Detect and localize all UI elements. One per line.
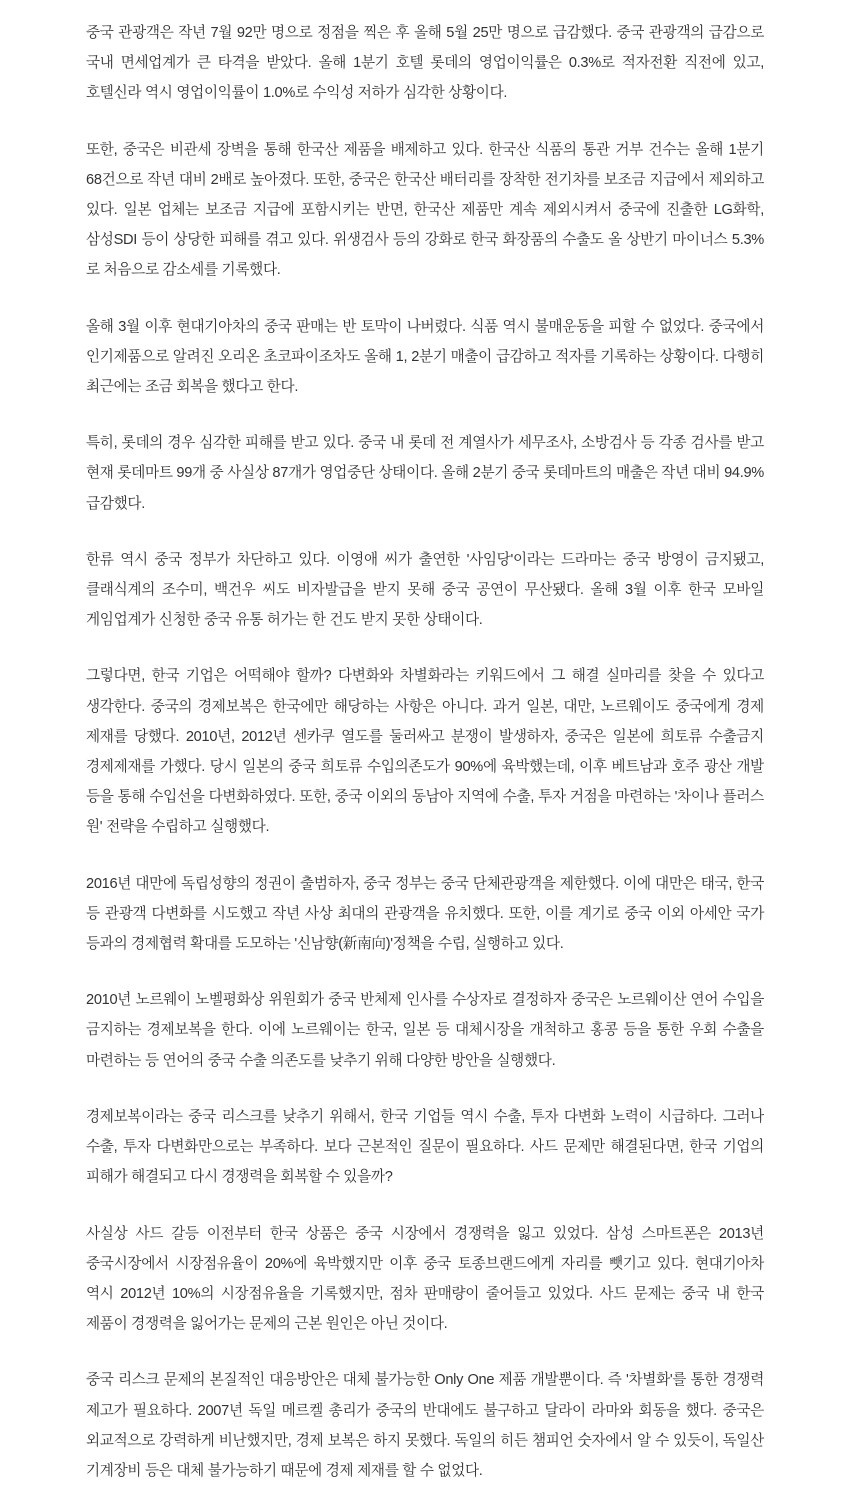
paragraph: 중국 리스크 문제의 본질적인 대응방안은 대체 불가능한 Only One 제품 개발뿐이다. 즉 '차별화'를 통한 경쟁력 제고가 필요하다. 2007년 독일 메르켈 총리가 중국의 반대에도 불구하고 달라이 라마와 회동을 했다. 중국은 외교적으로 강력하게 비난했지만, 경제 보복은 하지 못했다. 독일의 히든 챔피언 숫자에서 알 수 있듯이, 독일산 기계장비 등은 대체 불가능하기 때문에 경제 제재를 할 수 없었다. bbox=[86, 1372, 764, 1479]
paragraph: 또한, 중국은 비관세 장벽을 통해 한국산 제품을 배제하고 있다. 한국산 식품의 통관 거부 건수는 올해 1분기 68건으로 작년 대비 2배로 높아졌다. 또한, 중국은 한국산 배터리를 장착한 전기차를 보조금 지급에서 제외하고 있다. 일본 업체는 보조금 지급에 포함시키는 반면, 한국산 제품만 계속 제외시켜서 중국에 진출한 LG화학, 삼성SDI 등이 상당한 피해를 겪고 있다. 위생검사 등의 강화로 한국 화장품의 수출도 올 상반기 마이너스 5.3%로 처음으로 감소세를 기록했다. bbox=[86, 141, 764, 279]
paragraph: 그렇다면, 한국 기업은 어떡해야 할까? 다변화와 차별화라는 키워드에서 그 해결 실마리를 찾을 수 있다고 생각한다. 중국의 경제보복은 한국에만 해당하는 사항은 아니다. 과거 일본, 대만, 노르웨이도 중국에게 경제 제재를 당했다. 2010년, 2012년 센카쿠 열도를 둘러싸고 분쟁이 발생하자, 중국은 일본에 희토류 수출금지 경제제재를 가했다. 당시 일본의 중국 희토류 수입의존도가 90%에 육박했는데, 이후 베트남과 호주 광산 개발 등을 통해 수입선을 다변화하였다. 또한, 중국 이외의 동남아 지역에 수출, 투자 거점을 마련하는 '차이나 플러스 원' 전략을 수립하고 실행했다. bbox=[86, 668, 764, 836]
paragraph: 경제보복이라는 중국 리스크를 낮추기 위해서, 한국 기업들 역시 수출, 투자 다변화 노력이 시급하다. 그러나 수출, 투자 다변화만으로는 부족하다. 보다 근본적인 질문이 필요하다. 사드 문제만 해결된다면, 한국 기업의 피해가 해결되고 다시 경쟁력을 회복할 수 있을까? bbox=[86, 1108, 764, 1186]
paragraph: 사실상 사드 갈등 이전부터 한국 상품은 중국 시장에서 경쟁력을 잃고 있었다. 삼성 스마트폰은 2013년 중국시장에서 시장점유율이 20%에 육박했지만 이후 중국 토종브랜드에게 자리를 뺏기고 있다. 현대기아차 역시 2012년 10%의 시장점유율을 기록했지만, 점차 판매량이 줄어들고 있었다. 사드 문제는 중국 내 한국 제품이 경쟁력을 잃어가는 문제의 근본 원인은 아닌 것이다. bbox=[86, 1225, 764, 1333]
paragraph: 중국 관광객은 작년 7월 92만 명으로 정점을 찍은 후 올해 5월 25만 명으로 급감했다. 중국 관광객의 급감으로 국내 면세업계가 큰 타격을 받았다. 올해 1분기 호텔 롯데의 영업이익률은 0.3%로 적자전환 직전에 있고, 호텔신라 역시 영업이익률이 1.0%로 수익성 저하가 심각한 상황이다. bbox=[86, 25, 764, 102]
paragraph: 한류 역시 중국 정부가 차단하고 있다. 이영애 씨가 출연한 '사임당'이라는 드라마는 중국 방영이 금지됐고, 클래식계의 조수미, 백건우 씨도 비자발급을 받지 못해 중국 공연이 무산됐다. 올해 3월 이후 한국 모바일 게임업계가 신청한 중국 유통 허가는 한 건도 받지 못한 상태이다. bbox=[86, 551, 764, 629]
paragraph: 올해 3월 이후 현대기아차의 중국 판매는 반 토막이 나버렸다. 식품 역시 불매운동을 피할 수 없었다. 중국에서 인기제품으로 알려진 오리온 초코파이조차도 올해 1, 2분기 매출이 급감하고 적자를 기록하는 상황이다. 다행히 최근에는 조금 회복을 했다고 한다. bbox=[86, 318, 764, 396]
paragraph: 2016년 대만에 독립성향의 정권이 출범하자, 중국 정부는 중국 단체관광객을 제한했다. 이에 대만은 태국, 한국 등 관광객 다변화를 시도했고 작년 사상 최대의 관광객을 유치했다. 또한, 이를 계기로 중국 이외 아세안 국가 등과의 경제협력 확대를 도모하는 '신남향(新南向)'정책을 수립, 실행하고 있다. bbox=[86, 875, 764, 953]
paragraph: 2010년 노르웨이 노벨평화상 위원회가 중국 반체제 인사를 수상자로 결정하자 중국은 노르웨이산 연어 수입을 금지하는 경제보복을 한다. 이에 노르웨이는 한국, 일본 등 대체시장을 개척하고 홍콩 등을 통한 우회 수출을 마련하는 등 연어의 중국 수출 의존도를 낮추기 위해 다양한 방안을 실행했다. bbox=[86, 992, 764, 1069]
paragraph: 특히, 롯데의 경우 심각한 피해를 받고 있다. 중국 내 롯데 전 계열사가 세무조사, 소방검사 등 각종 검사를 받고 현재 롯데마트 99개 중 사실상 87개가 영업중단 상태이다. 올해 2분기 중국 롯데마트의 매출은 작년 대비 94.9% 급감했다. bbox=[86, 435, 764, 512]
